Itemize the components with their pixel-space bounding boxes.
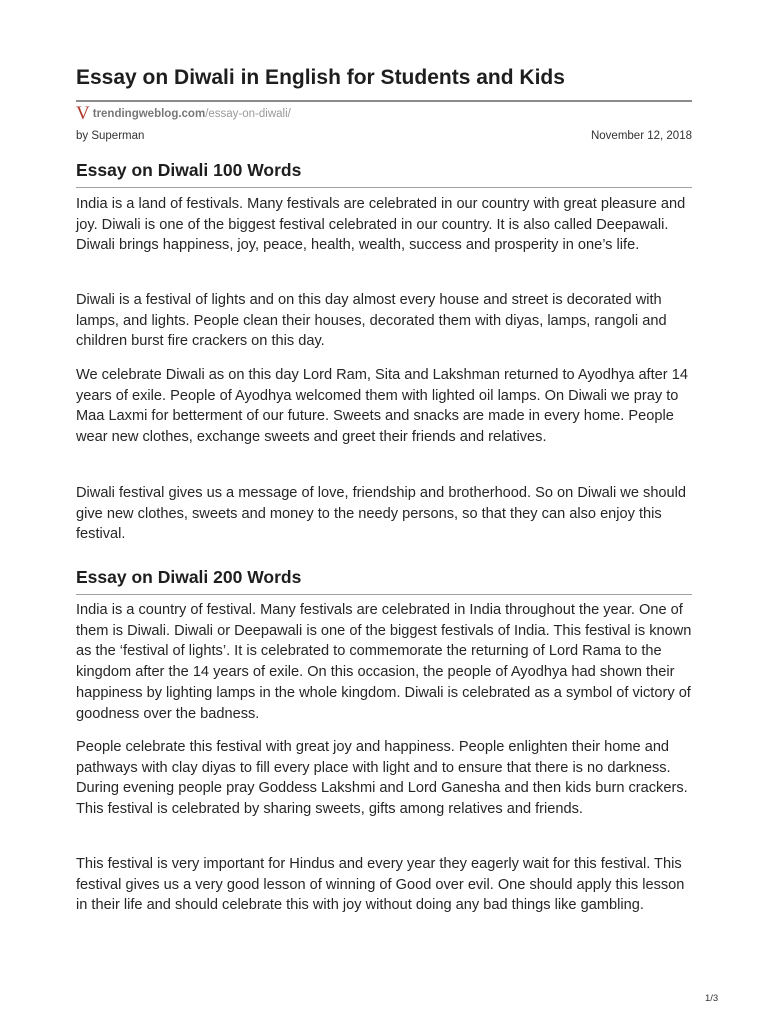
paragraph: People celebrate this festival with great joy and happiness. People enlighten their home and pathways with clay diyas to fill every place with light and to ensure that there is no darkness. During evening people pray Goddess Lakshmi and Lord Ganesha and then kids burn crackers. This festival is celebrated by sharing sweets, gifts among relatives and friends. [76,739,688,818]
document-title: Essay on Diwali in English for Students and Kids [76,66,565,89]
source-domain[interactable]: trendingweblog.com [92,108,206,120]
paragraph: This festival is very important for Hindus and every year they eagerly wait for this festival. This festival gives us a very good lesson of winning of Good over evil. One should apply this lesson in their life and should celebrate this with joy without doing any bad things like gambling. [76,856,685,914]
section-divider [76,187,692,188]
paragraph: India is a land of festivals. Many festivals are celebrated in our country with great pleasure and joy. Diwali is one of the biggest festival celebrated in our country. It is also called Deepawali. Diwali brings happiness, joy, peace, health, wealth, success and prosperity in one’s life. [76,196,686,254]
source-line [76,103,291,124]
source-path[interactable]: /essay-on-diwali/ [205,108,291,120]
section-heading-200-words: Essay on Diwali 200 Words [76,567,302,587]
paragraph: Diwali is a festival of lights and on this day almost every house and street is decorated with lamps, and lights. People clean their houses, decorated them with diyas, lamps, rangoli and children burst fire crackers on this day. [76,292,667,350]
section-divider [76,594,692,595]
page-indicator: 1/3 [705,993,719,1004]
publish-date: November 12, 2018 [590,130,692,142]
paragraph: Diwali festival gives us a message of love, friendship and brotherhood. So on Diwali we should give new clothes, sweets and money to the needy persons, so that they can also enjoy this festival. [76,485,687,543]
section-heading-100-words: Essay on Diwali 100 Words [76,160,302,180]
site-logo-icon: V [76,103,90,124]
author: by Superman [76,130,145,142]
paragraph: We celebrate Diwali as on this day Lord Ram, Sita and Lakshman returned to Ayodhya after 14 years of exile. People of Ayodhya welcomed them with lighted oil lamps. On Diwali we pray to Maa Laxmi for betterment of our future. Sweets and snacks are made in every home. People wear new clothes, exchange sweets and greet their friends and relatives. [76,367,688,446]
byline [76,130,692,142]
title-divider [76,100,692,102]
paragraph: India is a country of festival. Many festivals are celebrated in India throughout the year. One of them is Diwali. Diwali or Deepawali is one of the biggest festivals of India. This festival is known as the ‘festival of lights’. It is celebrated to commemorate the returning of Lord Rama to the kingdom after the 14 years of exile. On this occasion, the people of Ayodhya had shown their happiness by lighting lamps in the whole kingdom. Diwali is celebrated as a symbol of victory of goodness over the badness. [76,602,692,722]
